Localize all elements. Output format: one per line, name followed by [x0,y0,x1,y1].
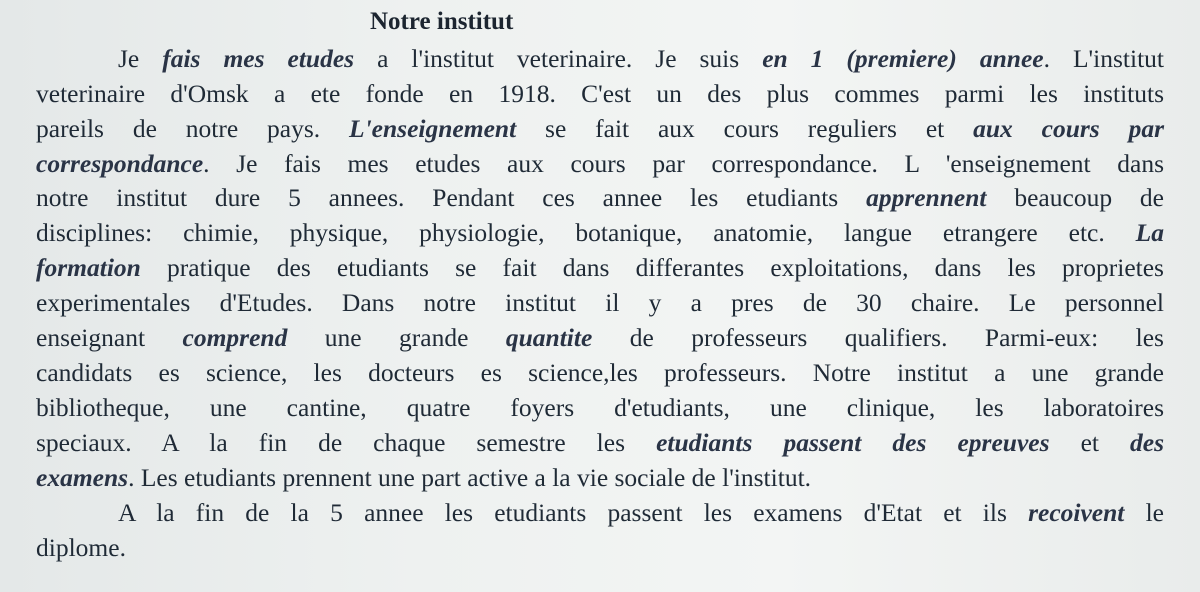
text-line [36,391,1164,425]
text-run: de professeurs qualifiers. Parmi-eux: les [592,323,1164,352]
text-run: notre institut dure 5 annees. Pendant ces annee les etudiants [36,183,867,212]
emphasized-phrase: correspondance [36,149,204,178]
emphasized-phrase: examens [36,463,129,492]
text-run: bibliotheque, une cantine, quatre foyers d'etudiants, une clinique, les laboratoires [36,393,1164,422]
emphasized-phrase: aux cours par [973,114,1164,143]
emphasized-phrase: etudiants passent des epreuves [656,428,1050,457]
text-line [118,496,1164,530]
text-line [36,286,1164,320]
text-run: beaucoup de [986,183,1164,212]
text-line [36,531,126,565]
text-run: experimentales d'Etudes. Dans notre institut il y a pres de 30 chaire. Le personnel [36,288,1164,317]
text-line [36,461,811,495]
text-run: enseignant [36,323,183,352]
emphasized-phrase: des [1130,428,1165,457]
emphasized-phrase: apprennent [866,183,987,212]
text-line [36,321,1164,355]
text-run: veterinaire d'Omsk a ete fonde en 1918. C'est un des plus commes parmi les instituts [36,79,1164,108]
emphasized-phrase: L'enseignement [349,114,517,143]
text-run: candidats es science, les docteurs es science,les professeurs. Notre institut a une grande [36,358,1164,387]
text-run: et [1049,428,1131,457]
text-run: a l'institut veterinaire. Je suis [354,44,763,73]
emphasized-phrase: comprend [182,323,288,352]
text-line [118,42,1164,76]
text-run: . Je fais mes etudes aux cours par correspondance. L 'enseignement dans [203,149,1164,178]
emphasized-phrase: recoivent [1028,498,1125,527]
text-line [36,112,1164,146]
text-run: disciplines: chimie, physique, physiologie, botanique, anatomie, langue etrangere etc. [36,218,1136,247]
text-line [36,216,1164,250]
text-run: une grande [287,323,506,352]
text-run: Je [118,44,163,73]
text-run: pareils de notre pays. [36,114,349,143]
text-run: pratique des etudiants se fait dans differantes exploitations, dans les proprietes [140,253,1164,282]
text-line [36,181,1164,215]
text-line [36,356,1164,390]
text-run: A la fin de la 5 annee les etudiants passent les examens d'Etat et ils [118,498,1029,527]
text-run: . Les etudiants prennent une part active a la vie sociale de l'institut. [128,463,812,492]
emphasized-phrase: en 1 (premiere) annee [762,44,1044,73]
emphasized-phrase: La [1135,218,1164,247]
text-run: . L'institut [1043,44,1164,73]
text-line [36,147,1164,181]
page-title: Notre institut [370,8,514,35]
text-run: speciaux. A la fin de chaque semestre les [36,428,657,457]
text-line [36,426,1164,460]
emphasized-phrase: fais mes etudes [162,44,355,73]
text-line [36,251,1164,285]
emphasized-phrase: formation [36,253,141,282]
emphasized-phrase: quantite [505,323,593,352]
text-run: se fait aux cours reguliers et [516,114,974,143]
text-line [36,77,1164,111]
text-run: le [1124,498,1164,527]
text-run: diplome. [36,533,126,562]
